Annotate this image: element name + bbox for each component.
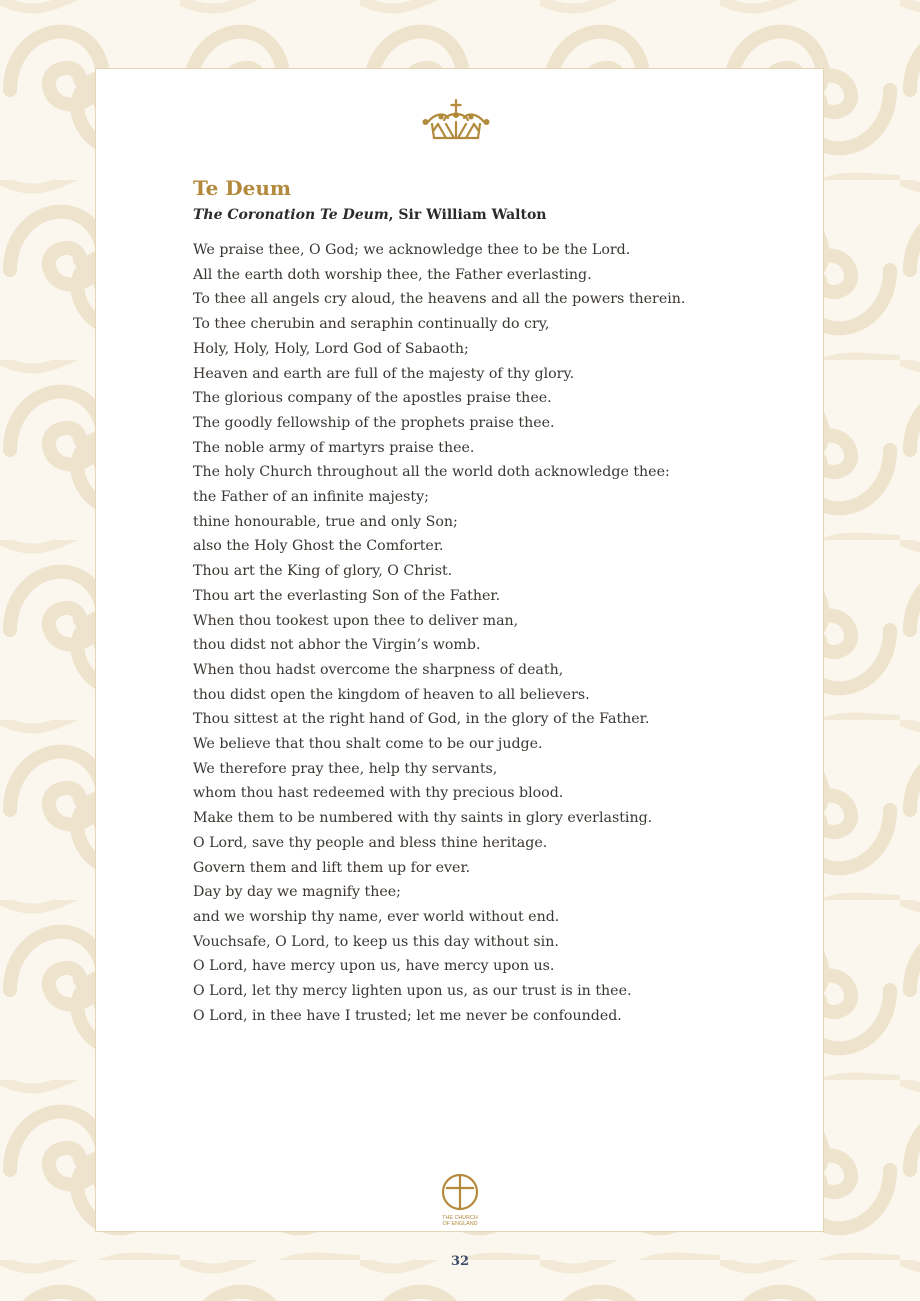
- subtitle: [193, 205, 546, 225]
- lyric-line: and we worship thy name, ever world without end.: [193, 908, 560, 925]
- lyric-line: also the Holy Ghost the Comforter.: [193, 538, 444, 555]
- lyrics: [193, 238, 753, 1029]
- lyric-line: thou didst not abhor the Virgin’s womb.: [193, 637, 481, 654]
- lyric-line: O Lord, have mercy upon us, have mercy upon us.: [193, 958, 555, 975]
- lyric-line: We therefore pray thee, help thy servants,: [193, 760, 498, 777]
- lyric-line: To thee cherubin and seraphin continually do cry,: [193, 316, 550, 333]
- lyric-line: the Father of an infinite majesty;: [193, 489, 429, 506]
- lyric-line: Heaven and earth are full of the majesty of thy glory.: [193, 365, 575, 382]
- subtitle-separator: ,: [388, 207, 399, 223]
- lyric-line: The glorious company of the apostles praise thee.: [193, 390, 552, 407]
- lyric-line: To thee all angels cry aloud, the heavens and all the powers therein.: [193, 291, 686, 308]
- lyric-line: Holy, Holy, Holy, Lord God of Sabaoth;: [193, 340, 469, 357]
- logo-text-line-2: OF ENGLAND: [442, 1221, 478, 1227]
- lyric-line: Thou sittest at the right hand of God, in the glory of the Father.: [193, 711, 650, 728]
- lyric-line: O Lord, let thy mercy lighten upon us, as our trust is in thee.: [193, 983, 632, 1000]
- page-number: 32: [450, 1254, 470, 1269]
- lyric-line: All the earth doth worship thee, the Father everlasting.: [193, 266, 592, 283]
- lyric-line: Thou art the King of glory, O Christ.: [193, 563, 453, 580]
- lyric-line: Make them to be numbered with thy saints in glory everlasting.: [193, 810, 653, 827]
- lyric-line: Day by day we magnify thee;: [193, 884, 401, 901]
- composer: Sir William Walton: [398, 207, 547, 223]
- lyric-line: O Lord, in thee have I trusted; let me never be confounded.: [193, 1007, 622, 1024]
- lyric-line: thine honourable, true and only Son;: [193, 513, 458, 530]
- lyric-line: When thou hadst overcome the sharpness of death,: [193, 661, 564, 678]
- lyric-line: We praise thee, O God; we acknowledge thee to be the Lord.: [193, 242, 631, 258]
- lyric-line: The noble army of martyrs praise thee.: [193, 439, 475, 456]
- logo-text-line-1: THE CHURCH: [442, 1215, 478, 1221]
- lyric-line: The goodly fellowship of the prophets praise thee.: [193, 414, 555, 431]
- work-title: The Coronation Te Deum: [193, 207, 389, 223]
- lyric-line: The holy Church throughout all the world doth acknowledge thee:: [193, 464, 670, 481]
- lyric-line: Thou art the everlasting Son of the Father.: [193, 587, 501, 604]
- crown-icon: [422, 98, 490, 142]
- church-of-england-logo: [436, 1170, 484, 1230]
- lyric-line: We believe that thou shalt come to be our judge.: [193, 736, 543, 753]
- lyric-line: whom thou hast redeemed with thy precious blood.: [193, 785, 564, 802]
- lyric-line: Govern them and lift them up for ever.: [193, 859, 471, 876]
- lyric-line: Vouchsafe, O Lord, to keep us this day without sin.: [193, 933, 559, 950]
- lyric-line: When thou tookest upon thee to deliver man,: [193, 612, 519, 629]
- lyric-line: thou didst open the kingdom of heaven to all believers.: [193, 686, 590, 703]
- lyric-line: O Lord, save thy people and bless thine heritage.: [193, 834, 548, 851]
- page-title: Te Deum: [193, 176, 292, 200]
